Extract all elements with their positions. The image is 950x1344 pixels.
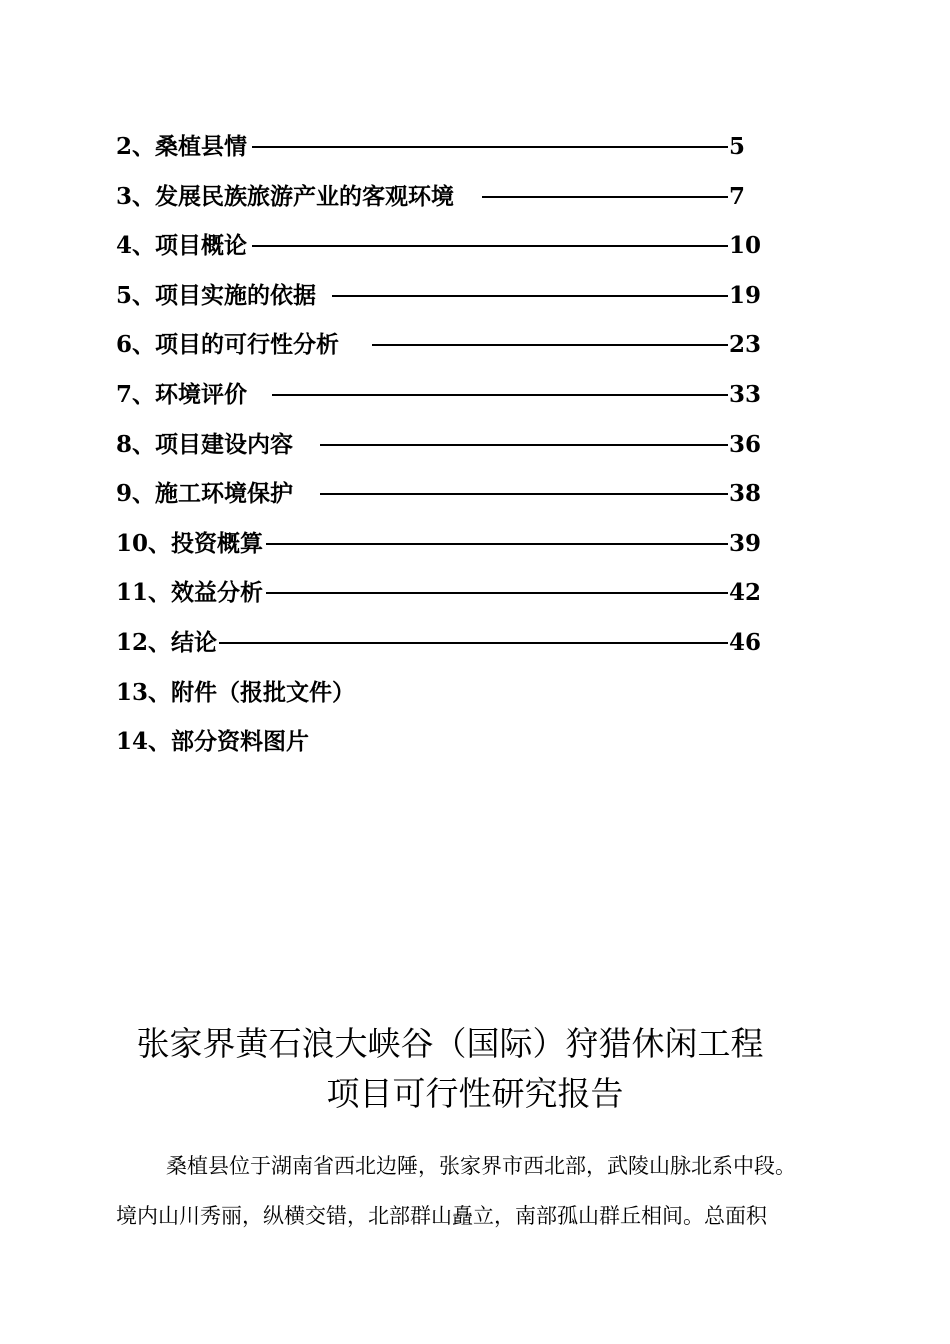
toc-entry-label: 4、项目概论 [116, 232, 248, 260]
toc-entry-label: 6、项目的可行性分析 [116, 331, 340, 359]
toc-entry-label: 13、附件（报批文件） [116, 678, 356, 706]
toc-entry-label: 2、桑植县情 [116, 133, 248, 160]
toc-entry-label: 14、部分资料图片 [116, 728, 310, 756]
report-title-line-2: 项目可行性研究报告 [326, 1074, 624, 1113]
toc-entry-page: 46 [728, 618, 761, 668]
toc-entry-11[interactable] [116, 568, 776, 618]
dotted-leader [252, 245, 728, 247]
report-title-line-1: 张家界黄石浪大峡谷（国际）狩猎休闲工程 [136, 1024, 764, 1063]
toc-entry-page: 7 [728, 172, 745, 222]
toc-entry-page: 5 [728, 122, 745, 172]
dotted-leader [332, 295, 728, 297]
toc-entry-8[interactable] [116, 420, 776, 470]
toc-entry-page: 33 [728, 370, 761, 420]
dotted-leader [216, 642, 728, 644]
toc-entry-12[interactable] [116, 618, 776, 668]
body-paragraph-line-2: 境内山川秀丽，纵横交错，北部群山矗立，南部孤山群丘相间。总面积 [116, 1204, 767, 1228]
toc-entry-2[interactable] [116, 122, 776, 172]
toc-entry-page: 38 [728, 469, 761, 519]
body-paragraph-line-1: 桑植县位于湖南省西北边陲，张家界市西北部，武陵山脉北系中段。 [166, 1154, 796, 1178]
table-of-contents [116, 122, 776, 767]
dotted-leader [272, 394, 728, 396]
toc-entry-label: 8、项目建设内容 [116, 430, 294, 458]
toc-entry-label: 3、发展民族旅游产业的客观环境 [116, 182, 455, 210]
toc-entry-3[interactable] [116, 172, 776, 222]
dotted-leader [320, 493, 728, 495]
toc-entry-9[interactable] [116, 469, 776, 519]
dotted-leader [266, 543, 728, 545]
toc-entry-5[interactable] [116, 271, 776, 321]
dotted-leader [482, 196, 728, 198]
dotted-leader [266, 592, 728, 594]
toc-entry-page: 42 [728, 568, 761, 618]
toc-entry-4[interactable] [116, 221, 776, 271]
toc-entry-14[interactable] [116, 717, 776, 767]
toc-entry-label: 9、施工环境保护 [116, 480, 294, 508]
toc-entry-label: 11、效益分析 [116, 579, 264, 607]
toc-entry-page: 19 [728, 271, 761, 321]
toc-entry-page: 39 [728, 519, 761, 569]
toc-entry-label: 7、环境评价 [116, 380, 248, 408]
toc-entry-10[interactable] [116, 519, 776, 569]
toc-entry-page: 36 [728, 420, 761, 470]
dotted-leader [372, 344, 728, 346]
dotted-leader [320, 444, 728, 446]
toc-entry-7[interactable] [116, 370, 776, 420]
toc-entry-label: 12、结论 [116, 628, 218, 656]
toc-entry-page: 23 [728, 320, 761, 370]
toc-entry-13[interactable] [116, 668, 776, 718]
toc-entry-label: 5、项目实施的依据 [116, 281, 317, 309]
toc-entry-page: 10 [728, 221, 761, 271]
dotted-leader [252, 146, 728, 148]
toc-entry-6[interactable] [116, 320, 776, 370]
toc-entry-label: 10、投资概算 [116, 529, 264, 557]
